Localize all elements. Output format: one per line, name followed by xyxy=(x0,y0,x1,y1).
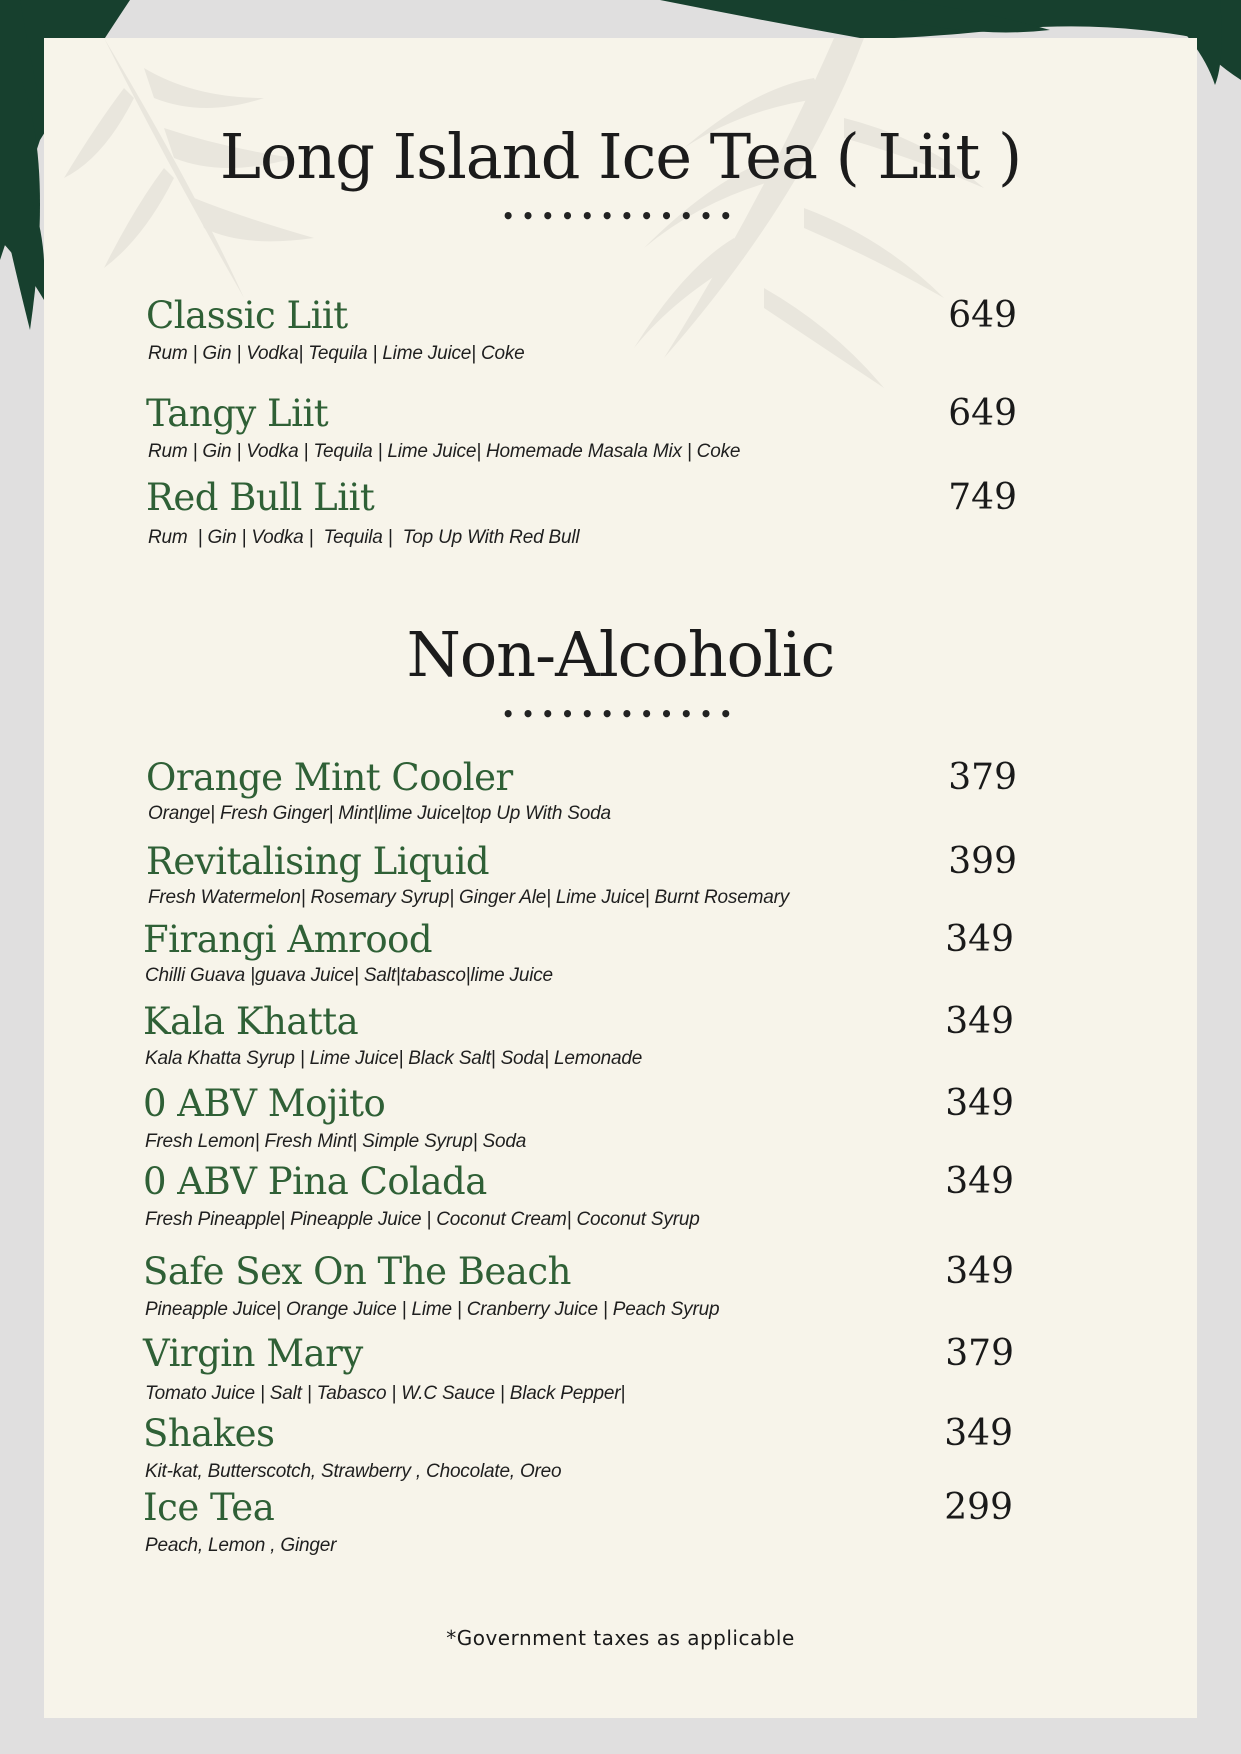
item-description: Rum | Gin | Vodka | Tequila | Lime Juice| Homemade Masala Mix | Coke xyxy=(148,441,741,462)
item-name: Ice Tea xyxy=(143,1486,275,1529)
item-price: 349 xyxy=(945,1001,1014,1042)
item-description: Pineapple Juice| Orange Juice | Lime | Cranberry Juice | Peach Syrup xyxy=(145,1299,720,1320)
item-description: Kit-kat, Butterscotch, Strawberry , Chocolate, Oreo xyxy=(145,1461,562,1482)
section-divider: •••••••••••• xyxy=(501,702,740,726)
item-description: Fresh Pineapple| Pineapple Juice | Coconut Cream| Coconut Syrup xyxy=(145,1209,700,1230)
item-name: Virgin Mary xyxy=(143,1332,363,1375)
item-description: Rum | Gin | Vodka| Tequila | Lime Juice| Coke xyxy=(148,343,525,364)
item-description: Orange| Fresh Ginger| Mint|lime Juice|top Up With Soda xyxy=(148,803,611,824)
section-title-liit: Long Island Ice Tea ( Liit ) xyxy=(219,120,1022,193)
item-name: Firangi Amrood xyxy=(143,918,433,961)
item-name: Classic Liit xyxy=(146,294,348,337)
tax-footnote: *Government taxes as applicable xyxy=(446,1626,795,1650)
item-name: Tangy Liit xyxy=(146,392,329,435)
section-title-non-alcoholic: Non-Alcoholic xyxy=(406,618,835,691)
item-description: Tomato Juice | Salt | Tabasco | W.C Sauce | Black Pepper| xyxy=(145,1383,626,1404)
menu-page xyxy=(44,38,1197,1718)
section-divider: •••••••••••• xyxy=(501,204,740,228)
item-name: Shakes xyxy=(143,1412,275,1455)
item-price: 379 xyxy=(945,1333,1014,1374)
item-price: 349 xyxy=(945,1251,1014,1292)
item-name: 0 ABV Pina Colada xyxy=(143,1160,487,1203)
item-name: Red Bull Liit xyxy=(146,476,375,519)
item-price: 349 xyxy=(945,1083,1014,1124)
item-price: 349 xyxy=(945,1161,1014,1202)
item-description: Fresh Lemon| Fresh Mint| Simple Syrup| Soda xyxy=(145,1131,527,1152)
item-description: Kala Khatta Syrup | Lime Juice| Black Salt| Soda| Lemonade xyxy=(145,1048,643,1069)
item-name: Orange Mint Cooler xyxy=(146,756,513,799)
item-price: 399 xyxy=(948,841,1017,882)
item-description: Peach, Lemon , Ginger xyxy=(145,1535,337,1556)
item-price: 379 xyxy=(948,757,1017,798)
item-price: 649 xyxy=(948,295,1017,336)
item-name: Safe Sex On The Beach xyxy=(143,1250,571,1293)
item-name: 0 ABV Mojito xyxy=(143,1082,386,1125)
item-description: Fresh Watermelon| Rosemary Syrup| Ginger Ale| Lime Juice| Burnt Rosemary xyxy=(148,887,790,908)
item-name: Kala Khatta xyxy=(143,1000,359,1043)
item-price: 299 xyxy=(944,1487,1013,1528)
item-description: Chilli Guava |guava Juice| Salt|tabasco|lime Juice xyxy=(145,965,553,986)
item-description: Rum | Gin | Vodka | Tequila | Top Up With Red Bull xyxy=(148,527,580,548)
item-price: 749 xyxy=(948,477,1017,518)
item-name: Revitalising Liquid xyxy=(146,840,490,883)
item-price: 349 xyxy=(945,919,1014,960)
item-price: 349 xyxy=(944,1413,1013,1454)
item-price: 649 xyxy=(948,393,1017,434)
